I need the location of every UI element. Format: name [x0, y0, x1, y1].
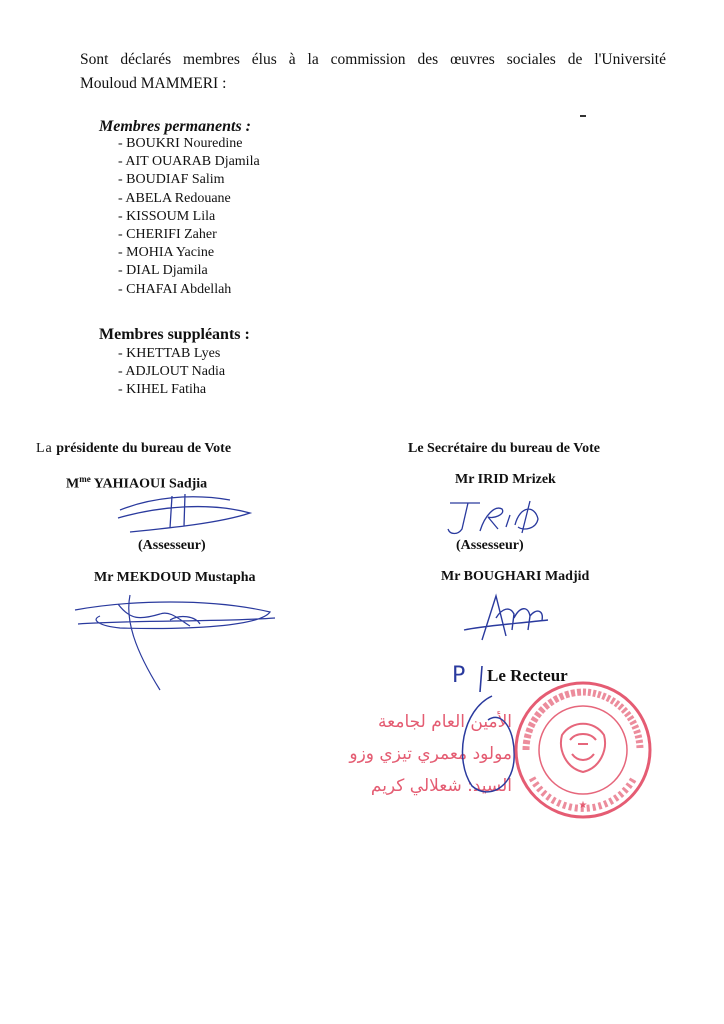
- boughari-signature: [462, 590, 552, 645]
- intro-line-2: Mouloud MAMMERI :: [80, 75, 227, 92]
- secretary-name: Mr IRID Mrizek: [455, 472, 556, 487]
- list-item: - MOHIA Yacine: [118, 244, 260, 262]
- stamp-line-2: مولود معمري تيزي وزو: [349, 744, 512, 764]
- list-item: - KISSOUM Lila: [118, 208, 260, 226]
- permanent-members-list: [118, 135, 260, 299]
- svg-text:★: ★: [578, 800, 588, 811]
- list-item: - CHERIFI Zaher: [118, 226, 260, 244]
- list-item: - CHAFAI Abdellah: [118, 281, 260, 299]
- secretary-signature: [440, 495, 550, 540]
- list-item: - ADJLOUT Nadia: [118, 363, 225, 381]
- president-name-text: YAHIAOUI Sadjia: [90, 476, 208, 492]
- president-title: M: [66, 476, 80, 492]
- mekdoud-signature: [70, 590, 285, 700]
- permanent-members-heading: Membres permanents :: [99, 118, 251, 135]
- intro-paragraph: [80, 48, 666, 96]
- list-item: - KIHEL Fatiha: [118, 381, 225, 399]
- assessor-right-label: (Assesseur): [456, 538, 524, 553]
- list-item: - BOUKRI Nouredine: [118, 135, 260, 153]
- stray-mark: [580, 115, 586, 117]
- president-label: [36, 441, 231, 457]
- stamp-line-1: الأمين العام لجامعة: [378, 712, 512, 732]
- assessor-left-name: Mr MEKDOUD Mustapha: [94, 570, 256, 585]
- list-item: - AIT OUARAB Djamila: [118, 153, 260, 171]
- list-item: - ABELA Redouane: [118, 190, 260, 208]
- assessor-left-label: (Assesseur): [138, 538, 206, 553]
- president-title-sup: me: [79, 474, 91, 484]
- intro-line-1: Sont déclarés membres élus à la commission des œuvres sociales de l'Université: [80, 51, 666, 68]
- substitute-members-heading: Membres suppléants :: [99, 326, 250, 343]
- stamp-line-3: السيد: شعلالي كريم: [370, 776, 512, 796]
- rector-label: Le Recteur: [487, 666, 568, 685]
- secretary-label: Le Secrétaire du bureau de Vote: [408, 441, 600, 456]
- official-seal-icon: [512, 680, 654, 820]
- list-item: - KHETTAB Lyes: [118, 345, 225, 363]
- president-label-initial: La: [36, 441, 53, 456]
- list-item: - DIAL Djamila: [118, 262, 260, 280]
- president-label-text: présidente du bureau de Vote: [52, 441, 232, 456]
- substitute-members-list: [118, 345, 225, 400]
- list-item: - BOUDIAF Salim: [118, 171, 260, 189]
- president-signature: [110, 488, 260, 538]
- p-mark: P: [452, 663, 466, 688]
- assessor-right-name: Mr BOUGHARI Madjid: [441, 569, 590, 584]
